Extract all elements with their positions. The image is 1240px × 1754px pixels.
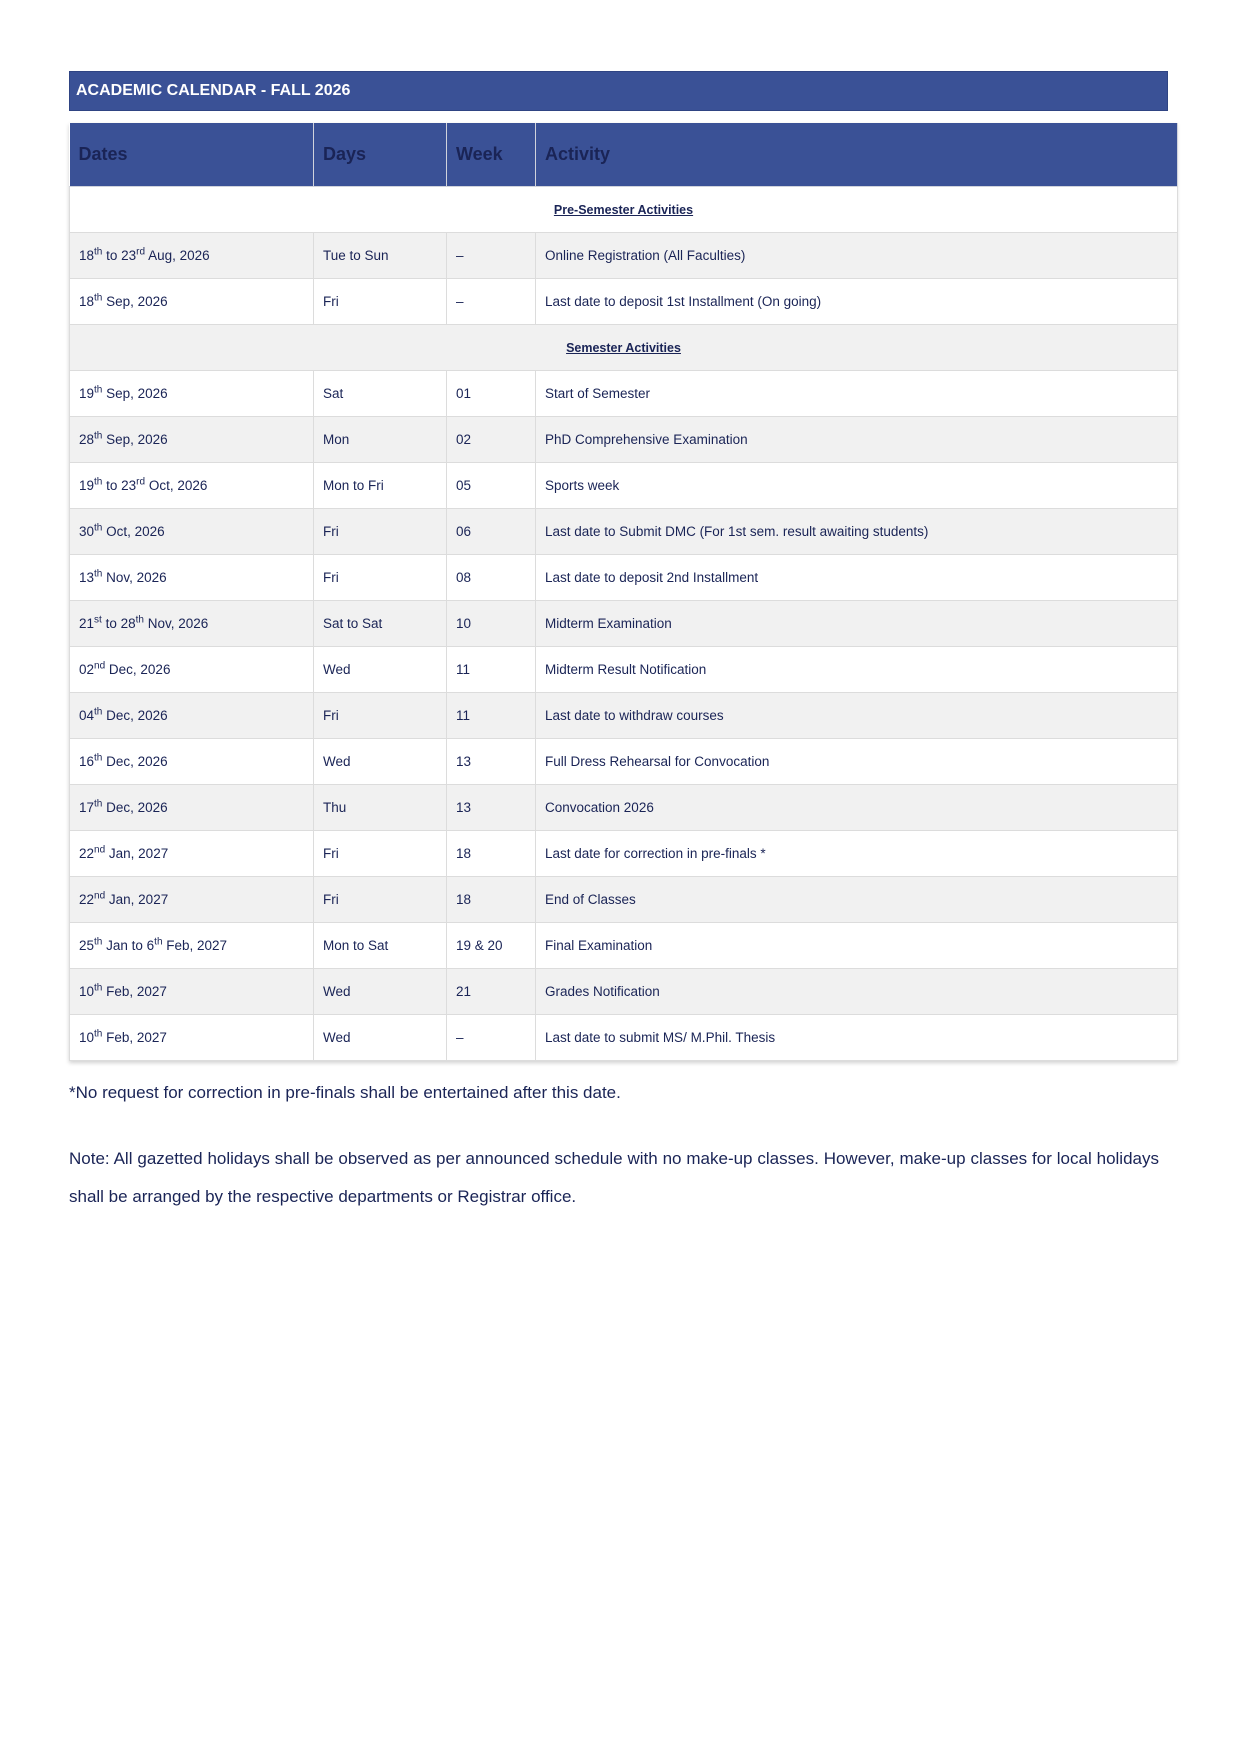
date-text: Sep, 2026 [102, 294, 168, 309]
date-text: 30 [79, 524, 95, 539]
date-text: 10 [79, 1030, 95, 1045]
date-text: Jan, 2027 [105, 892, 169, 907]
activity-cell: Online Registration (All Faculties) [536, 233, 1178, 279]
date-text: 28 [79, 432, 95, 447]
date-text: Sep, 2026 [102, 386, 168, 401]
date-cell [70, 1015, 314, 1061]
date-text: Oct, 2026 [102, 524, 165, 539]
date-text: to 23 [102, 248, 137, 263]
table-header-row [70, 123, 1178, 187]
activity-cell: Grades Notification [536, 969, 1178, 1015]
date-ordinal-suffix: nd [94, 890, 106, 902]
date-ordinal-suffix: th [94, 936, 103, 948]
day-cell: Tue to Sun [314, 233, 447, 279]
table-row [70, 417, 1178, 463]
date-text: 02 [79, 662, 95, 677]
date-text: Jan, 2027 [105, 846, 169, 861]
section-heading: Semester Activities [70, 325, 1178, 371]
table-row [70, 739, 1178, 785]
section-heading: Pre-Semester Activities [70, 187, 1178, 233]
calendar-title: ACADEMIC CALENDAR - FALL 2026 [69, 71, 1168, 111]
date-cell [70, 279, 314, 325]
table-row [70, 233, 1178, 279]
date-text: 17 [79, 800, 95, 815]
day-cell: Fri [314, 555, 447, 601]
table-row [70, 371, 1178, 417]
activity-cell: Midterm Examination [536, 601, 1178, 647]
table-row [70, 831, 1178, 877]
date-text: 13 [79, 570, 95, 585]
date-ordinal-suffix: nd [94, 844, 106, 856]
date-ordinal-suffix: rd [136, 476, 146, 488]
date-ordinal-suffix: nd [94, 660, 106, 672]
week-cell: 05 [447, 463, 536, 509]
activity-cell: Start of Semester [536, 371, 1178, 417]
activity-cell: Last date to deposit 2nd Installment [536, 555, 1178, 601]
date-text: Feb, 2027 [102, 1030, 167, 1045]
date-cell [70, 509, 314, 555]
date-text: Sep, 2026 [102, 432, 168, 447]
column-header-dates: Dates [70, 123, 314, 187]
date-text: Dec, 2026 [102, 800, 168, 815]
column-header-activity: Activity [536, 123, 1178, 187]
date-ordinal-suffix: th [94, 982, 103, 994]
activity-cell: Last date to withdraw courses [536, 693, 1178, 739]
date-text: Dec, 2026 [105, 662, 171, 677]
date-cell [70, 647, 314, 693]
date-cell [70, 463, 314, 509]
day-cell: Sat to Sat [314, 601, 447, 647]
week-cell: 06 [447, 509, 536, 555]
date-text: 10 [79, 984, 95, 999]
day-cell: Fri [314, 831, 447, 877]
date-cell [70, 371, 314, 417]
activity-cell: Last date to Submit DMC (For 1st sem. result awaiting students) [536, 509, 1178, 555]
activity-cell: Convocation 2026 [536, 785, 1178, 831]
activity-cell: End of Classes [536, 877, 1178, 923]
activity-cell: Last date to submit MS/ M.Phil. Thesis [536, 1015, 1178, 1061]
date-ordinal-suffix: th [94, 246, 103, 258]
day-cell: Fri [314, 693, 447, 739]
table-row [70, 279, 1178, 325]
table-row [70, 877, 1178, 923]
date-ordinal-suffix: rd [136, 246, 146, 258]
activity-cell: Sports week [536, 463, 1178, 509]
date-ordinal-suffix: th [154, 936, 163, 948]
day-cell: Wed [314, 739, 447, 785]
table-row [70, 647, 1178, 693]
week-cell: 19 & 20 [447, 923, 536, 969]
week-cell: – [447, 233, 536, 279]
date-text: 16 [79, 754, 95, 769]
calendar-table [69, 123, 1178, 1061]
week-cell: 01 [447, 371, 536, 417]
day-cell: Sat [314, 371, 447, 417]
date-text: Jan to 6 [102, 938, 155, 953]
week-cell: 02 [447, 417, 536, 463]
date-text: 25 [79, 938, 95, 953]
day-cell: Mon to Fri [314, 463, 447, 509]
day-cell: Wed [314, 647, 447, 693]
table-row [70, 555, 1178, 601]
activity-cell: PhD Comprehensive Examination [536, 417, 1178, 463]
date-cell [70, 601, 314, 647]
date-text: to 28 [101, 616, 136, 631]
day-cell: Wed [314, 969, 447, 1015]
week-cell: 08 [447, 555, 536, 601]
date-text: Dec, 2026 [102, 754, 168, 769]
date-text: 22 [79, 892, 95, 907]
day-cell: Thu [314, 785, 447, 831]
table-row [70, 1015, 1178, 1061]
section-row [70, 325, 1178, 371]
date-cell [70, 693, 314, 739]
table-row [70, 463, 1178, 509]
date-text: Aug, 2026 [145, 248, 210, 263]
date-ordinal-suffix: th [94, 1028, 103, 1040]
footnote: *No request for correction in pre-finals shall be entertained after this date. [69, 1083, 621, 1102]
activity-cell: Midterm Result Notification [536, 647, 1178, 693]
date-ordinal-suffix: th [94, 752, 103, 764]
date-cell [70, 417, 314, 463]
date-ordinal-suffix: th [94, 292, 103, 304]
activity-cell: Last date to deposit 1st Installment (On going) [536, 279, 1178, 325]
date-text: 18 [79, 248, 95, 263]
week-cell: 11 [447, 647, 536, 693]
date-text: Feb, 2027 [102, 984, 167, 999]
date-ordinal-suffix: th [94, 798, 103, 810]
table-row [70, 969, 1178, 1015]
date-ordinal-suffix: th [94, 522, 103, 534]
table-row [70, 509, 1178, 555]
date-text: 19 [79, 478, 95, 493]
day-cell: Wed [314, 1015, 447, 1061]
activity-cell: Full Dress Rehearsal for Convocation [536, 739, 1178, 785]
date-text: 04 [79, 708, 95, 723]
date-ordinal-suffix: th [94, 706, 103, 718]
week-cell: 21 [447, 969, 536, 1015]
column-header-week: Week [447, 123, 536, 187]
date-text: Nov, 2026 [143, 616, 209, 631]
table-row [70, 601, 1178, 647]
date-text: 19 [79, 386, 95, 401]
date-text: Oct, 2026 [145, 478, 208, 493]
date-cell [70, 233, 314, 279]
column-header-days: Days [314, 123, 447, 187]
day-cell: Fri [314, 279, 447, 325]
date-cell [70, 555, 314, 601]
date-cell [70, 877, 314, 923]
date-ordinal-suffix: st [94, 614, 102, 626]
week-cell: 11 [447, 693, 536, 739]
date-cell [70, 831, 314, 877]
date-cell [70, 969, 314, 1015]
date-text: Nov, 2026 [102, 570, 167, 585]
date-ordinal-suffix: th [94, 476, 103, 488]
date-text: 21 [79, 616, 95, 631]
day-cell: Mon to Sat [314, 923, 447, 969]
date-ordinal-suffix: th [135, 614, 144, 626]
day-cell: Fri [314, 877, 447, 923]
holiday-note: Note: All gazetted holidays shall be observed as per announced schedule with no make-up classes. However, make-up classes for local holidays shall be arranged by the respective departments or Registrar office. [69, 1149, 1159, 1206]
week-cell: 18 [447, 831, 536, 877]
section-row [70, 187, 1178, 233]
week-cell: 13 [447, 785, 536, 831]
week-cell: 10 [447, 601, 536, 647]
activity-cell: Final Examination [536, 923, 1178, 969]
date-text: 22 [79, 846, 95, 861]
date-ordinal-suffix: th [94, 430, 103, 442]
date-text: Feb, 2027 [162, 938, 228, 953]
calendar-table-container [69, 123, 1177, 1061]
date-text: to 23 [102, 478, 137, 493]
date-cell [70, 785, 314, 831]
activity-cell: Last date for correction in pre-finals * [536, 831, 1178, 877]
week-cell: 18 [447, 877, 536, 923]
date-text: Dec, 2026 [102, 708, 168, 723]
day-cell: Mon [314, 417, 447, 463]
week-cell: – [447, 279, 536, 325]
calendar-table-body [70, 187, 1178, 1061]
table-row [70, 693, 1178, 739]
week-cell: – [447, 1015, 536, 1061]
date-cell [70, 923, 314, 969]
date-ordinal-suffix: th [94, 384, 103, 396]
date-ordinal-suffix: th [94, 568, 103, 580]
day-cell: Fri [314, 509, 447, 555]
date-text: 18 [79, 294, 95, 309]
table-row [70, 923, 1178, 969]
date-cell [70, 739, 314, 785]
table-row [70, 785, 1178, 831]
week-cell: 13 [447, 739, 536, 785]
